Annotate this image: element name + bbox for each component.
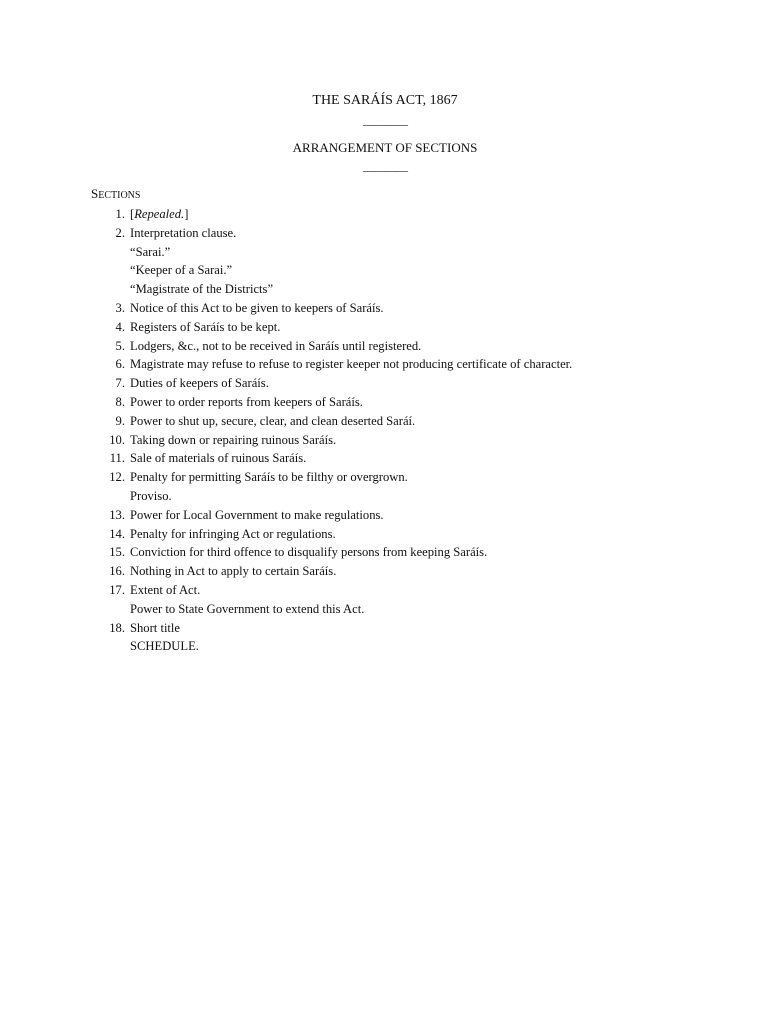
list-item: [91, 449, 731, 468]
list-item: [91, 224, 731, 243]
section-title: Penalty for permitting Saráís to be filthy or overgrown.: [130, 470, 408, 485]
list-item: [91, 637, 731, 656]
section-title: Proviso.: [130, 488, 172, 503]
document-subtitle: ARRANGEMENT OF SECTIONS: [292, 140, 478, 155]
section-title: Sale of materials of ruinous Saráís.: [130, 451, 307, 466]
section-number: 4.: [115, 319, 125, 334]
list-item: [91, 280, 731, 299]
document-title: THE SARÁÍS ACT, 1867: [312, 93, 458, 108]
list-item: [91, 431, 731, 450]
section-title: Notice of this Act to be given to keepers of Saráís.: [130, 300, 384, 315]
section-number: 9.: [115, 413, 125, 428]
list-item: [91, 468, 731, 487]
sections-heading: [91, 186, 140, 202]
list-item: [91, 243, 731, 262]
section-number: 8.: [115, 394, 125, 409]
list-item: [91, 487, 731, 506]
section-title: SCHEDULE.: [130, 639, 199, 654]
section-number: 12.: [109, 470, 125, 485]
section-title: Penalty for infringing Act or regulations.: [130, 526, 336, 541]
repealed-label: Repealed.: [134, 207, 185, 221]
section-title: Duties of keepers of Saráís.: [130, 376, 269, 391]
section-number: 10.: [109, 432, 125, 447]
section-number: 5.: [115, 338, 125, 353]
bracket-open: [: [130, 207, 135, 221]
section-title: “Sarai.”: [130, 244, 171, 259]
bracket-close: ]: [184, 207, 189, 221]
section-title: Power to order reports from keepers of Saráís.: [130, 394, 363, 409]
section-number: 18.: [109, 620, 125, 635]
section-title: “Keeper of a Sarai.”: [130, 263, 233, 278]
section-title: Power to State Government to extend this Act.: [130, 601, 365, 616]
section-title: “Magistrate of the Districts”: [130, 282, 274, 297]
section-title: Power for Local Government to make regulations.: [130, 507, 384, 522]
list-item: [91, 337, 731, 356]
section-title: [130, 205, 188, 224]
list-item: [91, 543, 731, 562]
section-number: 11.: [109, 451, 125, 466]
list-item: [91, 299, 731, 318]
section-number: 15.: [109, 545, 125, 560]
list-item: [91, 412, 731, 431]
title-rule: ————: [363, 117, 407, 131]
list-item: [91, 355, 731, 374]
list-item: [91, 581, 731, 600]
list-item: [91, 506, 731, 525]
list-item: [91, 525, 731, 544]
section-number: 17.: [109, 582, 125, 597]
section-title: Lodgers, &c., not to be received in Saráís until registered.: [130, 338, 422, 353]
section-number: 6.: [115, 357, 125, 372]
section-title: Registers of Saráís to be kept.: [130, 319, 281, 334]
section-title: Interpretation clause.: [130, 225, 237, 240]
list-item: [91, 374, 731, 393]
list-item: [91, 619, 731, 638]
list-item: [91, 393, 731, 412]
section-title: Extent of Act.: [130, 582, 201, 597]
section-number: 14.: [109, 526, 125, 541]
section-number: 3.: [115, 300, 125, 315]
list-item: [91, 562, 731, 581]
section-number: 13.: [109, 507, 125, 522]
section-title: Power to shut up, secure, clear, and clean deserted Saráí.: [130, 413, 416, 428]
sections-heading-rest: ECTIONS: [98, 190, 141, 201]
section-number: 1.: [115, 207, 125, 221]
sections-list: [91, 205, 731, 656]
section-title: Short title: [130, 620, 181, 635]
section-title: Nothing in Act to apply to certain Saráís.: [130, 564, 337, 579]
section-title: Conviction for third offence to disqualify persons from keeping Saráís.: [130, 545, 488, 560]
list-item: [91, 205, 731, 224]
sections-heading-initial: S: [91, 186, 99, 201]
list-item: [91, 600, 731, 619]
list-item: [91, 318, 731, 337]
section-title: Taking down or repairing ruinous Saráís.: [130, 432, 337, 447]
subtitle-rule: ————: [363, 163, 407, 177]
list-item: [91, 261, 731, 280]
section-number: 7.: [115, 376, 125, 391]
section-number: 16.: [109, 564, 125, 579]
section-title: Magistrate may refuse to refuse to register keeper not producing certificate of character.: [130, 357, 573, 372]
section-number: 2.: [115, 225, 125, 240]
